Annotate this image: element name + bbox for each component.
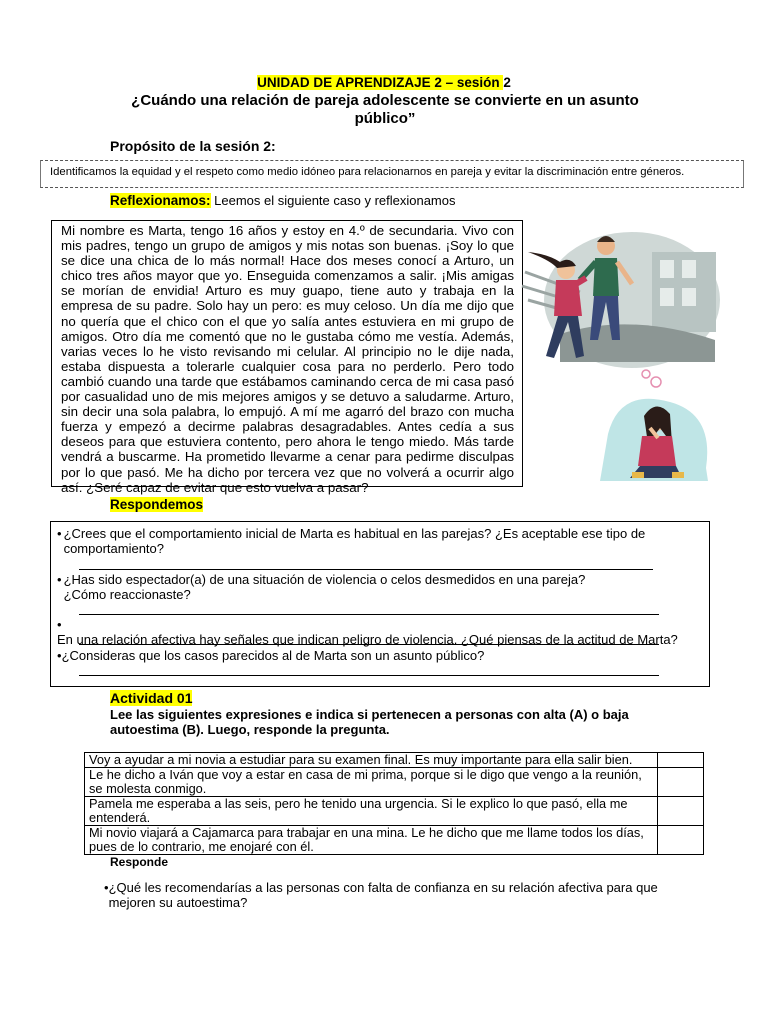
table-row [85,797,704,826]
question-text: En una relación afectiva hay señales que indican peligro de violencia. ¿Qué piensas de la actitud de Marta? [57,632,678,647]
bullet: • [57,617,62,632]
table-row [85,753,704,768]
final-question-text: ¿Qué les recomendarías a las personas con falta de confianza en su relación afectiva para que mejoren su autoestima? [108,880,658,910]
bullet: • [57,526,62,541]
expression-cell: Pamela me esperaba a las seis, pero he tenido una urgencia. Si le explico lo que pasó, ella me entenderá. [85,797,658,826]
activity-title: Actividad 01 [110,690,193,706]
unit-title-number: 2 [503,75,511,90]
answer-line[interactable] [79,614,659,615]
session-question: ¿Cuándo una relación de pareja adolescente se convierte en un asunto público” [131,92,639,127]
final-question [104,880,704,910]
purpose-heading: Propósito de la sesión 2: [110,138,276,154]
table-row [85,826,704,855]
table-row [85,768,704,797]
question-item [57,617,697,647]
reflect-label: Reflexionamos: [110,193,211,208]
respond-label: Responde [110,855,169,869]
worried-girl-illustration [590,368,718,483]
expression-cell: Le he dicho a Iván que voy a estar en casa de mi prima, porque si le digo que vengo a la reunión, se molesta conmigo. [85,768,658,797]
expression-cell: Voy a ayudar a mi novia a estudiar para su examen final. Es muy importante para ella salir bien. [85,753,658,768]
answer-line[interactable] [79,675,659,676]
purpose-text: Identificamos la equidad y el respeto como medio idóneo para relacionarnos en pareja y evitar la discriminación entre géneros. [50,166,685,178]
couple-illustration [520,222,730,372]
answer-cell[interactable] [658,768,704,797]
answer-line[interactable] [79,644,659,645]
unit-title-highlighted: UNIDAD DE APRENDIZAJE 2 – sesión [257,75,504,90]
question-item [57,648,697,663]
questions-box [50,521,710,687]
expression-cell: Mi novio viajará a Cajamarca para trabajar en una mina. Le he dicho que me llame todos los días, pues de lo contrario, me enojaré con él. [85,826,658,855]
question-text: ¿Has sido espectador(a) de una situación de violencia o celos desmedidos en una pareja? ¿Cómo reaccionaste? [63,572,586,602]
unit-title [0,75,768,90]
bullet: • [57,648,62,663]
activity-instructions: Lee las siguientes expresiones e indica si pertenecen a personas con alta (A) o baja autoestima (B). Luego, responde la pregunta. [110,707,629,737]
question-item [57,526,697,556]
story-box[interactable] [51,220,523,495]
question-text: ¿Crees que el comportamiento inicial de Marta es habitual en las parejas? ¿Es aceptable ese tipo de comportamiento? [63,526,646,556]
bullet: • [57,572,62,587]
answer-cell[interactable] [658,826,704,855]
bullet: • [104,880,109,895]
reflect-text: Leemos el siguiente caso y reflexionamos [210,193,456,208]
activity-table [84,752,704,855]
reflect-line [110,193,456,208]
story-text: Mi nombre es Marta, tengo 16 años y estoy en 4.º de secundaria. Vivo con mis padres, tengo un grupo de amigos y mis notas son buenas. ¡Soy lo que se dice una chica de lo más normal! Hace dos meses conocí a Arturo, un chico tres años mayor que yo. Enseguida comenzamos a salir. ¡Mis amigas se morían de envidia! Arturo es muy guapo, tiene auto y trabaja en la empresa de su padre. Solo hay un pero: es muy celoso. Un día me dijo que no quería que el chico con el que yo salía antes estuviera en mi grupo de amigos. Otro día me comentó que no le gustaba cómo me vestía. Además, varias veces lo he visto revisando mi celular. Al principio no le dije nada, estaba dispuesta a tolerarle cualquier cosa para no perderlo. Pero todo cambió cuando una tarde que estábamos caminando cerca de mi casa pasó por casualidad uno de mis mejores amigos y se detuvo a saludarme. Arturo, sin decir una sola palabra, lo empujó. A mí me agarró del brazo con mucha fuerza y empezó a decirme palabras desagradables. Antes cedía a sus deseos para que estuviera contento, pero ahora le tengo miedo. Más tarde vendrá a buscarme. Ha prometido llevarme a cenar para pedirme disculpas por lo que pasó. Me ha dicho por tercera vez que no volverá a ocurrir algo así. ¿Seré capaz de evitar que esto vuelva a pasar? [61,223,514,495]
answer-line[interactable] [79,569,653,570]
respond-heading: Respondemos [110,497,204,512]
question-text: ¿Consideras que los casos parecidos al de Marta son un asunto público? [61,648,485,663]
answer-cell[interactable] [658,753,704,768]
answer-cell[interactable] [658,797,704,826]
question-item [57,572,697,602]
